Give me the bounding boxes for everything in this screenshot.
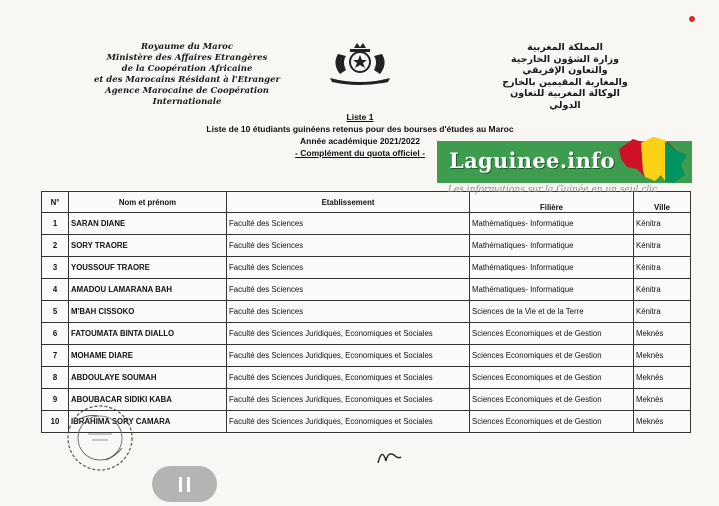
pause-icon	[179, 477, 182, 492]
header-ar-line: الدولي	[549, 99, 581, 111]
watermark-brand: Laguinee.info	[449, 148, 615, 173]
red-mark	[689, 16, 695, 22]
cell-number: 9	[42, 389, 69, 411]
cell-institution: Faculté des Sciences	[227, 279, 470, 301]
cell-city: Meknès	[634, 389, 691, 411]
cell-name: ABOUBACAR SIDIKI KABA	[69, 389, 227, 411]
header-fr-line: Ministère des Affaires Etrangères	[106, 53, 268, 63]
table-row	[42, 235, 691, 257]
header-ar-line: المملكة المغربية	[527, 42, 603, 53]
cell-field: Sciences Economiques et de Gestion	[470, 389, 634, 411]
col-number: N°	[42, 192, 69, 213]
cell-field: Sciences Economiques et de Gestion	[470, 367, 634, 389]
header-fr-line: Internationale	[152, 97, 222, 107]
header-fr-line: et des Marocains Résidant à l'Etranger	[94, 75, 280, 85]
cell-institution: Faculté des Sciences Juridiques, Economiques et Sociales	[227, 367, 470, 389]
cell-name: IBRAHIMA SORY CAMARA	[69, 411, 227, 433]
header-fr-line: de la Coopération Africaine	[121, 64, 253, 74]
col-name: Nom et prénom	[69, 192, 227, 213]
cell-institution: Faculté des Sciences Juridiques, Economiques et Sociales	[227, 323, 470, 345]
guinea-map-icon	[615, 131, 691, 187]
cell-name: MOHAME DIARE	[69, 345, 227, 367]
cell-name: AMADOU LAMARANA BAH	[69, 279, 227, 301]
cell-number: 10	[42, 411, 69, 433]
table-row	[42, 367, 691, 389]
cell-city: Kénitra	[634, 301, 691, 323]
table-row	[42, 301, 691, 323]
cell-city: Kénitra	[634, 235, 691, 257]
cell-field: Mathématiques- Informatique	[470, 257, 634, 279]
cell-name: ABDOULAYE SOUMAH	[69, 367, 227, 389]
cell-field: Sciences de la Vie et de la Terre	[470, 301, 634, 323]
cell-number: 7	[42, 345, 69, 367]
cell-field: Mathématiques- Informatique	[470, 235, 634, 257]
cell-institution: Faculté des Sciences	[227, 213, 470, 235]
cell-field: Sciences Economiques et de Gestion	[470, 323, 634, 345]
header-ar-line: وزارة الشؤون الخارجية	[511, 53, 619, 65]
pause-button[interactable]	[152, 466, 217, 502]
cell-city: Kénitra	[634, 279, 691, 301]
document-title: Liste de 10 étudiants guinéens retenus pour des bourses d'études au Maroc	[206, 124, 514, 134]
cell-institution: Faculté des Sciences Juridiques, Economiques et Sociales	[227, 389, 470, 411]
cell-number: 6	[42, 323, 69, 345]
cell-institution: Faculté des Sciences	[227, 301, 470, 323]
cell-field: Mathématiques- Informatique	[470, 213, 634, 235]
cell-institution: Faculté des Sciences Juridiques, Economiques et Sociales	[227, 345, 470, 367]
quota-note: - Complément du quota officiel -	[295, 148, 425, 158]
header-ar-line: والمغاربة المقيمين بالخارج	[502, 76, 628, 88]
students-table	[41, 191, 691, 433]
academic-year: Année académique 2021/2022	[299, 136, 420, 146]
watermark-tagline: Les informations sur la Guinée en un seul clic	[448, 185, 658, 195]
cell-city: Meknès	[634, 411, 691, 433]
header-ar-line: الوكالة المغربية للتعاون	[510, 88, 620, 99]
table-row	[42, 257, 691, 279]
header-arabic	[445, 42, 685, 111]
cell-number: 4	[42, 279, 69, 301]
cell-name: SARAN DIANE	[69, 213, 227, 235]
cell-city: Meknès	[634, 323, 691, 345]
table-row	[42, 279, 691, 301]
col-field: Filière	[470, 192, 634, 213]
cell-institution: Faculté des Sciences	[227, 235, 470, 257]
cell-name: SORY TRAORE	[69, 235, 227, 257]
pause-icon	[187, 477, 190, 492]
col-city: Ville	[634, 192, 691, 213]
cell-number: 3	[42, 257, 69, 279]
col-institution: Etablissement	[227, 192, 470, 213]
cell-city: Kénitra	[634, 213, 691, 235]
cell-name: YOUSSOUF TRAORE	[69, 257, 227, 279]
royal-emblem-icon	[324, 40, 396, 86]
laguinee-watermark	[437, 141, 692, 183]
official-stamp-icon	[48, 400, 143, 475]
cell-name: FATOUMATA BINTA DIALLO	[69, 323, 227, 345]
cell-city: Meknès	[634, 367, 691, 389]
header-fr-line: Royaume du Maroc	[140, 42, 234, 52]
cell-name: M'BAH CISSOKO	[69, 301, 227, 323]
cell-number: 1	[42, 213, 69, 235]
cell-city: Kénitra	[634, 257, 691, 279]
cell-institution: Faculté des Sciences Juridiques, Economiques et Sociales	[227, 411, 470, 433]
cell-field: Mathématiques- Informatique	[470, 279, 634, 301]
cell-number: 2	[42, 235, 69, 257]
header-french	[62, 42, 312, 108]
list-label: Liste 1	[346, 112, 374, 122]
cell-city: Meknès	[634, 345, 691, 367]
cell-institution: Faculté des Sciences	[227, 257, 470, 279]
cell-number: 5	[42, 301, 69, 323]
header-fr-line: Agence Marocaine de Coopération	[105, 86, 269, 96]
table-row	[42, 345, 691, 367]
signature-mark-icon	[374, 445, 404, 467]
cell-number: 8	[42, 367, 69, 389]
header-ar-line: والتعاون الإفريقي	[522, 65, 608, 76]
table-row	[42, 213, 691, 235]
cell-field: Sciences Economiques et de Gestion	[470, 411, 634, 433]
cell-field: Sciences Economiques et de Gestion	[470, 345, 634, 367]
table-row	[42, 323, 691, 345]
